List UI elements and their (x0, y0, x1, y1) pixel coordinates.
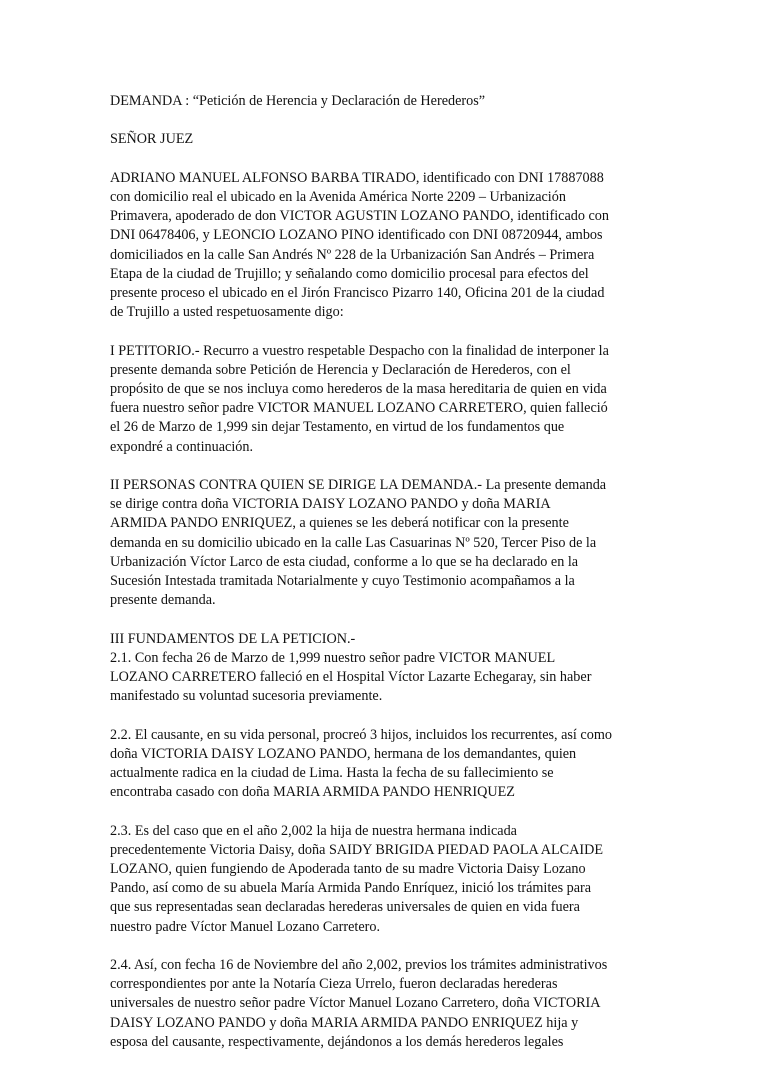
fundamento-2-2-line: doña VICTORIA DAISY LOZANO PANDO, hermana de los demandantes, quien (110, 745, 577, 762)
document-body (110, 92, 660, 1071)
personas-line: demanda en su domicilio ubicado en la calle Las Casuarinas Nº 520, Tercer Piso de la (110, 534, 597, 551)
fundamento-2-3-line: nuestro padre Víctor Manuel Lozano Carretero. (110, 918, 380, 935)
fundamento-2-3 (110, 822, 660, 937)
personas-line: Urbanización Víctor Larco de esta ciudad, conforme a lo que se ha declarado en la (110, 553, 579, 570)
fundamento-2-4 (110, 956, 660, 1052)
fundamento-2-3-line: que sus representadas sean declaradas herederas universales de quien en vida fuera (110, 899, 580, 916)
fundamentos-section (110, 630, 660, 707)
personas-line: presente demanda. (110, 592, 216, 609)
fundamento-2-4-line: DAISY LOZANO PANDO y doña MARIA ARMIDA PANDO ENRIQUEZ hija y (110, 1014, 579, 1031)
fundamento-2-1-line: LOZANO CARRETERO falleció en el Hospital Víctor Lazarte Echegaray, sin haber (110, 669, 592, 686)
personas-line: II PERSONAS CONTRA QUIEN SE DIRIGE LA DEMANDA.- La presente demanda (110, 477, 607, 493)
fundamento-2-2-line: actualmente radica en la ciudad de Lima. Hasta la fecha de su fallecimiento se (110, 765, 554, 782)
petitorio-line: I PETITORIO.- Recurro a vuestro respetable Despacho con la finalidad de interponer la (110, 342, 609, 359)
personas-line: Sucesión Intestada tramitada Notarialmente y cuyo Testimonio acompañamos a la (110, 573, 575, 590)
intro-line: Etapa de la ciudad de Trujillo; y señalando como domicilio procesal para efectos del (110, 265, 589, 282)
fundamento-2-4-line: esposa del causante, respectivamente, dejándonos a los demás herederos legales (110, 1033, 564, 1050)
document-title: DEMANDA : “Petición de Herencia y Declaración de Herederos” (110, 93, 486, 109)
intro-line: DNI 06478406, y LEONCIO LOZANO PINO identificado con DNI 08720944, ambos (110, 227, 603, 244)
fundamento-2-1-line: manifestado su voluntad sucesoria previamente. (110, 688, 383, 705)
intro-line: Primavera, apoderado de don VICTOR AGUSTIN LOZANO PANDO, identificado con (110, 208, 609, 225)
petitorio-line: propósito de que se nos incluya como herederos de la masa hereditaria de quien en vida (110, 381, 607, 397)
fundamento-2-4-line: correspondientes por ante la Notaría Cieza Urrelo, fueron declaradas herederas (110, 976, 558, 993)
fundamento-2-4-line: 2.4. Así, con fecha 16 de Noviembre del año 2,002, previos los trámites administrativos (110, 957, 608, 974)
fundamento-2-1-line: 2.1. Con fecha 26 de Marzo de 1,999 nuestro señor padre VICTOR MANUEL (110, 649, 556, 666)
fundamento-2-2-line: encontraba casado con doña MARIA ARMIDA PANDO HENRIQUEZ (110, 784, 515, 801)
fundamento-2-3-line: 2.3. Es del caso que en el año 2,002 la hija de nuestra hermana indicada (110, 822, 517, 839)
fundamento-2-2-line: 2.2. El causante, en su vida personal, procreó 3 hijos, incluidos los recurrentes, así como (110, 726, 612, 743)
intro-line: domiciliados en la calle San Andrés Nº 228 de la Urbanización San Andrés – Primera (110, 246, 595, 263)
intro-line: presente proceso el ubicado en el Jirón Francisco Pizarro 140, Oficina 201 de la ciudad (110, 285, 605, 301)
fundamento-2-3-line: LOZANO, quien fungiendo de Apoderada tanto de su madre Victoria Daisy Lozano (110, 861, 586, 878)
petitorio-line: el 26 de Marzo de 1,999 sin dejar Testamento, en virtud de los fundamentos que (110, 419, 565, 436)
fundamento-2-3-line: precedentemente Victoria Daisy, doña SAIDY BRIGIDA PIEDAD PAOLA ALCAIDE (110, 841, 604, 858)
fundamento-2-2 (110, 726, 660, 803)
intro-line: con domicilio real el ubicado en la Avenida América Norte 2209 – Urbanización (110, 188, 566, 205)
petitorio-line: expondré a continuación. (110, 438, 254, 455)
intro-line: ADRIANO MANUEL ALFONSO BARBA TIRADO, identificado con DNI 17887088 (110, 169, 604, 186)
fundamento-2-4-line: universales de nuestro señor padre Víctor Manuel Lozano Carretero, doña VICTORIA (110, 995, 601, 1012)
salutation: SEÑOR JUEZ (110, 131, 194, 148)
personas-paragraph (110, 476, 660, 610)
petitorio-line: presente demanda sobre Petición de Herencia y Declaración de Herederos, con el (110, 361, 571, 378)
intro-line: de Trujillo a usted respetuosamente digo: (110, 304, 344, 321)
fundamento-2-3-line: Pando, así como de su abuela María Armida Pando Enríquez, inició los trámites para (110, 880, 592, 897)
fundamentos-heading: III FUNDAMENTOS DE LA PETICION.- (110, 630, 356, 647)
personas-line: ARMIDA PANDO ENRIQUEZ, a quienes se les deberá notificar con la presente (110, 515, 569, 532)
intro-paragraph (110, 169, 660, 323)
petitorio-paragraph (110, 342, 660, 457)
personas-line: se dirige contra doña VICTORIA DAISY LOZANO PANDO y doña MARIA (110, 496, 551, 513)
petitorio-line: fuera nuestro señor padre VICTOR MANUEL LOZANO CARRETERO, quien falleció (110, 400, 608, 417)
